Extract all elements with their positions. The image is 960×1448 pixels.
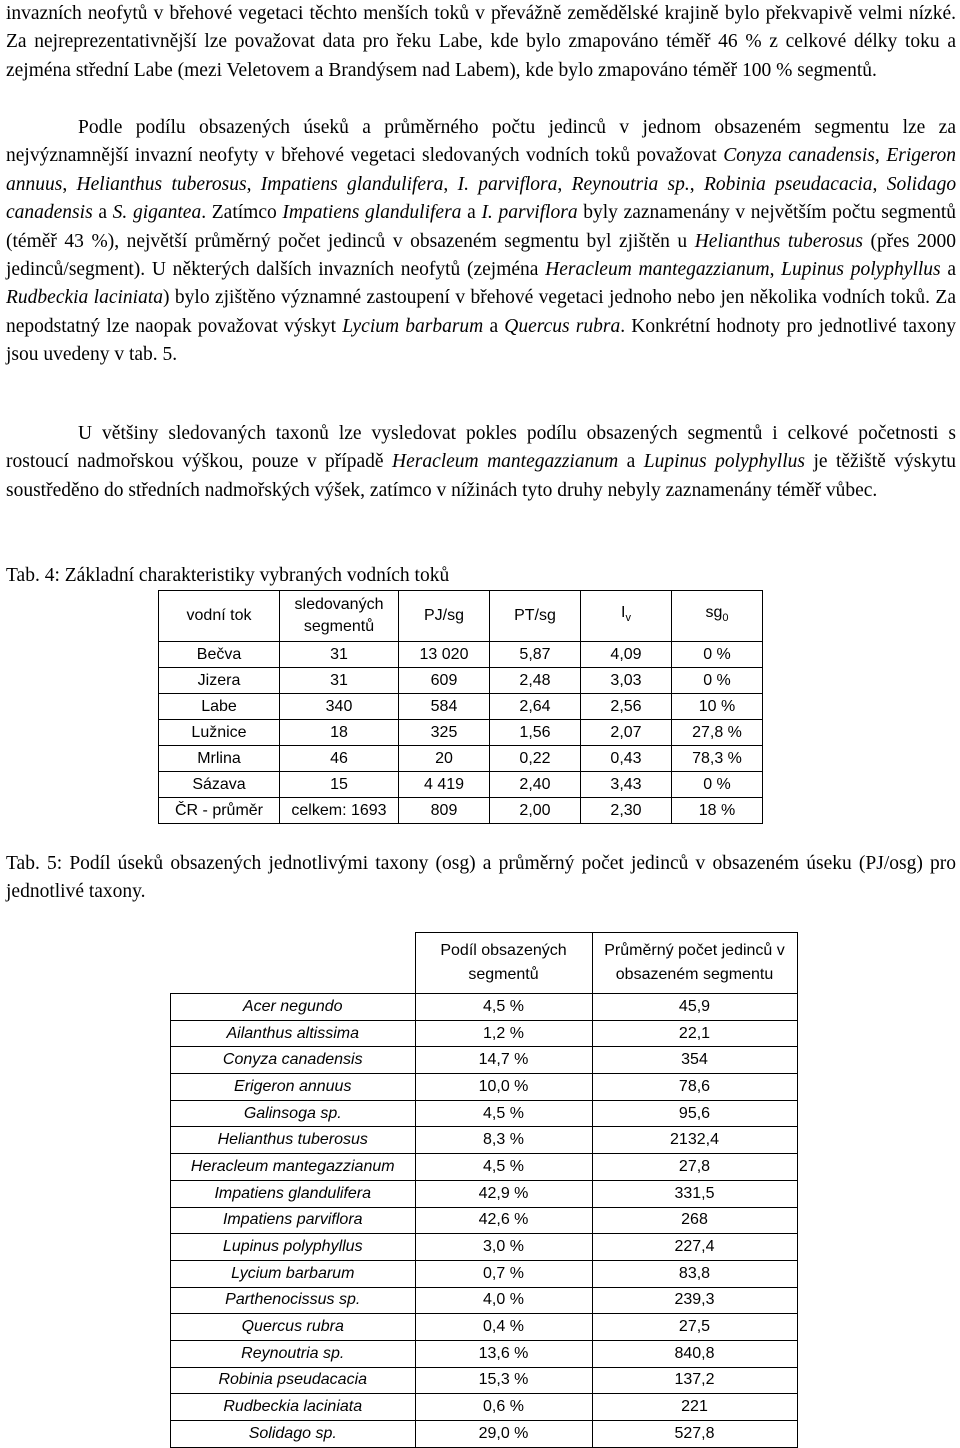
table-cell: 609 bbox=[399, 668, 490, 694]
taxon-name-cell: Lycium barbarum bbox=[171, 1260, 416, 1287]
table-cell: 31 bbox=[280, 642, 399, 668]
table-cell: 584 bbox=[399, 694, 490, 720]
table-5-body bbox=[171, 994, 798, 1448]
table-row bbox=[171, 1421, 798, 1448]
species-name: Erigeron annuus bbox=[6, 145, 957, 195]
table-row bbox=[171, 1234, 798, 1261]
table-cell: 2,56 bbox=[581, 694, 672, 720]
species-name: Impatiens glandulifera bbox=[260, 173, 444, 195]
table-cell: 78,6 bbox=[592, 1074, 797, 1101]
table-row bbox=[171, 1340, 798, 1367]
table-cell: 4,09 bbox=[581, 642, 672, 668]
table-row bbox=[171, 1314, 798, 1341]
table-cell: 15,3 % bbox=[415, 1367, 592, 1394]
table-row bbox=[171, 1207, 798, 1234]
taxon-name-cell: Solidago sp. bbox=[171, 1421, 416, 1448]
taxon-name-cell: Helianthus tuberosus bbox=[171, 1127, 416, 1154]
text-run: U většiny sledovaných taxonů lze vysledovat pokles podílu obsazených segmentů i celkové početnosti s rostoucí nadmořskou výškou, pouze v případě bbox=[6, 423, 956, 473]
species-name: Lycium barbarum bbox=[342, 315, 484, 337]
table-cell: 840,8 bbox=[592, 1340, 797, 1367]
species-name: Solidago canadensis bbox=[6, 173, 957, 224]
table-cell: 4,0 % bbox=[415, 1287, 592, 1314]
table-4 bbox=[158, 590, 763, 824]
species-name: Heracleum mantegazzianum bbox=[545, 259, 770, 281]
taxon-name-cell: Ailanthus altissima bbox=[171, 1020, 416, 1047]
table-cell: 5,87 bbox=[490, 642, 581, 668]
table-cell: 809 bbox=[399, 798, 490, 824]
table-cell: Sázava bbox=[159, 772, 280, 798]
table-cell: 10 % bbox=[672, 694, 763, 720]
taxon-name-cell: Erigeron annuus bbox=[171, 1074, 416, 1101]
table-cell: 20 bbox=[399, 746, 490, 772]
taxon-name-cell: Lupinus polyphyllus bbox=[171, 1234, 416, 1261]
species-name: Quercus rubra bbox=[504, 315, 621, 337]
species-name: Lupinus polyphyllus bbox=[781, 259, 941, 281]
text-run: , bbox=[769, 259, 782, 281]
table-cell: 239,3 bbox=[592, 1287, 797, 1314]
text-run: a bbox=[461, 202, 482, 224]
species-name: I. parviflora bbox=[457, 173, 558, 195]
table-row bbox=[171, 1287, 798, 1314]
table-cell: ČR - průměr bbox=[159, 798, 280, 824]
species-name: Helianthus tuberosus bbox=[76, 173, 247, 195]
taxon-name-cell: Robinia pseudacacia bbox=[171, 1367, 416, 1394]
species-name: Helianthus tuberosus bbox=[694, 230, 863, 252]
table-5 bbox=[170, 932, 798, 1448]
table-cell: 15 bbox=[280, 772, 399, 798]
table-cell: 1,56 bbox=[490, 720, 581, 746]
header-pj-sg: PJ/sg bbox=[399, 591, 490, 642]
table-cell: 14,7 % bbox=[415, 1047, 592, 1074]
species-name: Reynoutria sp. bbox=[571, 173, 690, 195]
species-name: Rudbeckia laciniata bbox=[6, 287, 164, 309]
table-cell: Jizera bbox=[159, 668, 280, 694]
table-cell: 0,6 % bbox=[415, 1394, 592, 1421]
paragraph-1: invazních neofytů v břehové vegetaci těchto menších toků v převážně zemědělské krajině bylo překvapivě velmi nízké. Za nejreprezentativnější lze považovat data pro řeku Labe, kde bylo zmapováno téměř 46 % z celkové délky toku a zejména střední Labe (mezi Veletovem a Brandýsem nad Labem), kde bylo zmapováno téměř 100 % segmentů. bbox=[6, 3, 956, 81]
table-row bbox=[171, 1074, 798, 1101]
table-row bbox=[159, 694, 763, 720]
species-name: Heracleum mantegazzianum bbox=[392, 451, 619, 473]
table-row bbox=[171, 1047, 798, 1074]
text-run: a bbox=[92, 202, 113, 224]
table-row bbox=[171, 994, 798, 1021]
table-cell: Bečva bbox=[159, 642, 280, 668]
table-cell: 13,6 % bbox=[415, 1340, 592, 1367]
table-cell: 78,3 % bbox=[672, 746, 763, 772]
species-name: Conyza canadensis bbox=[723, 145, 875, 167]
table-row bbox=[159, 798, 763, 824]
table-cell: Labe bbox=[159, 694, 280, 720]
table-cell: 137,2 bbox=[592, 1367, 797, 1394]
header-iv-sub: v bbox=[625, 612, 631, 625]
table-cell: 42,9 % bbox=[415, 1180, 592, 1207]
header-iv-main: I bbox=[621, 604, 626, 622]
table-cell: 18 % bbox=[672, 798, 763, 824]
header-taxon bbox=[171, 933, 416, 994]
text-run: . Zatímco bbox=[201, 202, 283, 224]
table-cell: 8,3 % bbox=[415, 1127, 592, 1154]
table-4-body bbox=[159, 642, 763, 824]
table-row bbox=[171, 1020, 798, 1047]
table-cell: 527,8 bbox=[592, 1421, 797, 1448]
text-run: je těžiště výskytu soustředěno do středních nadmořských výšek, zatímco v nížinách tyto druhy nebyly zaznamenány téměř vůbec. bbox=[6, 451, 957, 501]
table-row bbox=[171, 1127, 798, 1154]
table-5-caption-block bbox=[6, 850, 956, 907]
table-cell: 2,07 bbox=[581, 720, 672, 746]
table-cell: 3,03 bbox=[581, 668, 672, 694]
table-cell: 83,8 bbox=[592, 1260, 797, 1287]
header-pt-sg bbox=[490, 591, 581, 642]
table-cell: Mrlina bbox=[159, 746, 280, 772]
taxon-name-cell: Impatiens parviflora bbox=[171, 1207, 416, 1234]
text-run: byly zaznamenány v největším počtu segmentů (téměř 43 %), největší průměrný počet jedinců v obsazeném segmentu byl zjištěn u bbox=[6, 202, 957, 252]
table-cell: 4 419 bbox=[399, 772, 490, 798]
table-cell: 4,5 % bbox=[415, 1100, 592, 1127]
text-run: , bbox=[874, 145, 887, 167]
table-row bbox=[171, 1394, 798, 1421]
table-cell: celkem: 1693 bbox=[280, 798, 399, 824]
paragraph-3 bbox=[6, 420, 956, 505]
table-cell: 95,6 bbox=[592, 1100, 797, 1127]
text-run: a bbox=[618, 451, 644, 473]
taxon-name-cell: Reynoutria sp. bbox=[171, 1340, 416, 1367]
table-cell: 13 020 bbox=[399, 642, 490, 668]
header-sg0 bbox=[672, 591, 763, 642]
table-cell: 27,8 bbox=[592, 1154, 797, 1181]
table-cell: 354 bbox=[592, 1047, 797, 1074]
table-row bbox=[159, 668, 763, 694]
table-cell: 4,5 % bbox=[415, 1154, 592, 1181]
header-mean-count: Průměrný počet jedinců v obsazeném segmentu bbox=[592, 933, 797, 994]
table-cell: 2132,4 bbox=[592, 1127, 797, 1154]
species-name: Robinia pseudacacia bbox=[703, 173, 873, 195]
table-header-row bbox=[159, 591, 763, 642]
table-cell: 18 bbox=[280, 720, 399, 746]
table-cell: 325 bbox=[399, 720, 490, 746]
table-row bbox=[171, 1367, 798, 1394]
table-cell: 2,48 bbox=[490, 668, 581, 694]
table-cell: 22,1 bbox=[592, 1020, 797, 1047]
table-row bbox=[171, 1100, 798, 1127]
table-cell: 29,0 % bbox=[415, 1421, 592, 1448]
table-cell: 221 bbox=[592, 1394, 797, 1421]
header-iv bbox=[581, 591, 672, 642]
table-cell: 268 bbox=[592, 1207, 797, 1234]
table-cell: 27,5 bbox=[592, 1314, 797, 1341]
table-row bbox=[159, 720, 763, 746]
table-cell: 0 % bbox=[672, 668, 763, 694]
table-cell: 3,0 % bbox=[415, 1234, 592, 1261]
species-name: Lupinus polyphyllus bbox=[643, 451, 805, 473]
table-cell: 227,4 bbox=[592, 1234, 797, 1261]
text-run: , bbox=[246, 173, 261, 195]
text-run: (přes 2000 jedinců/segment). U některých dalších invazních neofytů (zejména bbox=[6, 230, 957, 281]
header-sg0-sub: 0 bbox=[722, 612, 729, 625]
table-cell: 2,64 bbox=[490, 694, 581, 720]
text-run: , bbox=[62, 173, 77, 195]
taxon-name-cell: Galinsoga sp. bbox=[171, 1100, 416, 1127]
table-4-caption: Tab. 4: Základní charakteristiky vybraných vodních toků bbox=[6, 565, 450, 586]
table-cell: 46 bbox=[280, 746, 399, 772]
table-cell: 0,7 % bbox=[415, 1260, 592, 1287]
table-cell: Lužnice bbox=[159, 720, 280, 746]
paragraph-2 bbox=[6, 114, 956, 370]
species-name: I. parviflora bbox=[481, 202, 578, 224]
header-water-course: vodní tok bbox=[159, 591, 280, 642]
taxon-name-cell: Rudbeckia laciniata bbox=[171, 1394, 416, 1421]
species-name: Impatiens glandulifera bbox=[282, 202, 462, 224]
table-cell: 27,8 % bbox=[672, 720, 763, 746]
taxon-name-cell: Acer negundo bbox=[171, 994, 416, 1021]
text-run: , bbox=[557, 173, 572, 195]
table-cell: 0 % bbox=[672, 772, 763, 798]
species-name: S. gigantea bbox=[112, 202, 202, 224]
table-row bbox=[171, 1180, 798, 1207]
text-run: . Konkrétní hodnoty pro jednotlivé taxony jsou uvedeny v tab. 5. bbox=[6, 315, 956, 366]
table-cell: 0 % bbox=[672, 642, 763, 668]
taxon-name-cell: Heracleum mantegazzianum bbox=[171, 1154, 416, 1181]
table-cell: 331,5 bbox=[592, 1180, 797, 1207]
table-cell: 3,43 bbox=[581, 772, 672, 798]
table-cell: 0,43 bbox=[581, 746, 672, 772]
text-run: a bbox=[940, 259, 957, 281]
text-run: , bbox=[872, 173, 887, 195]
text-run: Podle podílu obsazených úseků a průměrného počtu jedinců v jednom obsazeném segmentu lze za nejvýznamnější invazní neofyty v břehové vegetaci sledovaných vodních toků považovat bbox=[6, 117, 956, 167]
taxon-name-cell: Impatiens glandulifera bbox=[171, 1180, 416, 1207]
table-row bbox=[159, 746, 763, 772]
table-cell: 31 bbox=[280, 668, 399, 694]
table-cell: 4,5 % bbox=[415, 994, 592, 1021]
table-row bbox=[171, 1260, 798, 1287]
table-row bbox=[159, 772, 763, 798]
header-occupied-share: Podíl obsazených segmentů bbox=[415, 933, 592, 994]
header-sg0-main: sg bbox=[705, 604, 723, 622]
table-cell: 45,9 bbox=[592, 994, 797, 1021]
taxon-name-cell: Quercus rubra bbox=[171, 1314, 416, 1341]
header-pt-sg-label: PT/sg bbox=[514, 607, 556, 624]
header-segments: sledovaných segmentů bbox=[280, 591, 399, 642]
table-cell: 1,2 % bbox=[415, 1020, 592, 1047]
text-run: a bbox=[483, 315, 505, 337]
text-run: , bbox=[689, 173, 704, 195]
table-cell: 2,40 bbox=[490, 772, 581, 798]
table-header-row bbox=[171, 933, 798, 994]
table-cell: 2,30 bbox=[581, 798, 672, 824]
table-cell: 10,0 % bbox=[415, 1074, 592, 1101]
text-run: ) bylo zjištěno významné zastoupení v břehové vegetaci jednoho nebo jen několika vodních toků. Za nepodstatný lze naopak považovat výskyt bbox=[6, 287, 956, 337]
table-cell: 340 bbox=[280, 694, 399, 720]
table-5-caption: Tab. 5: Podíl úseků obsazených jednotlivými taxony (osg) a průměrný počet jedinců v obsazeném úseku (PJ/osg) pro jednotlivé taxony. bbox=[6, 853, 956, 903]
table-row bbox=[171, 1154, 798, 1181]
table-cell: 0,4 % bbox=[415, 1314, 592, 1341]
table-row bbox=[159, 642, 763, 668]
taxon-name-cell: Conyza canadensis bbox=[171, 1047, 416, 1074]
taxon-name-cell: Parthenocissus sp. bbox=[171, 1287, 416, 1314]
text-run: , bbox=[443, 173, 458, 195]
table-cell: 0,22 bbox=[490, 746, 581, 772]
table-cell: 42,6 % bbox=[415, 1207, 592, 1234]
table-cell: 2,00 bbox=[490, 798, 581, 824]
